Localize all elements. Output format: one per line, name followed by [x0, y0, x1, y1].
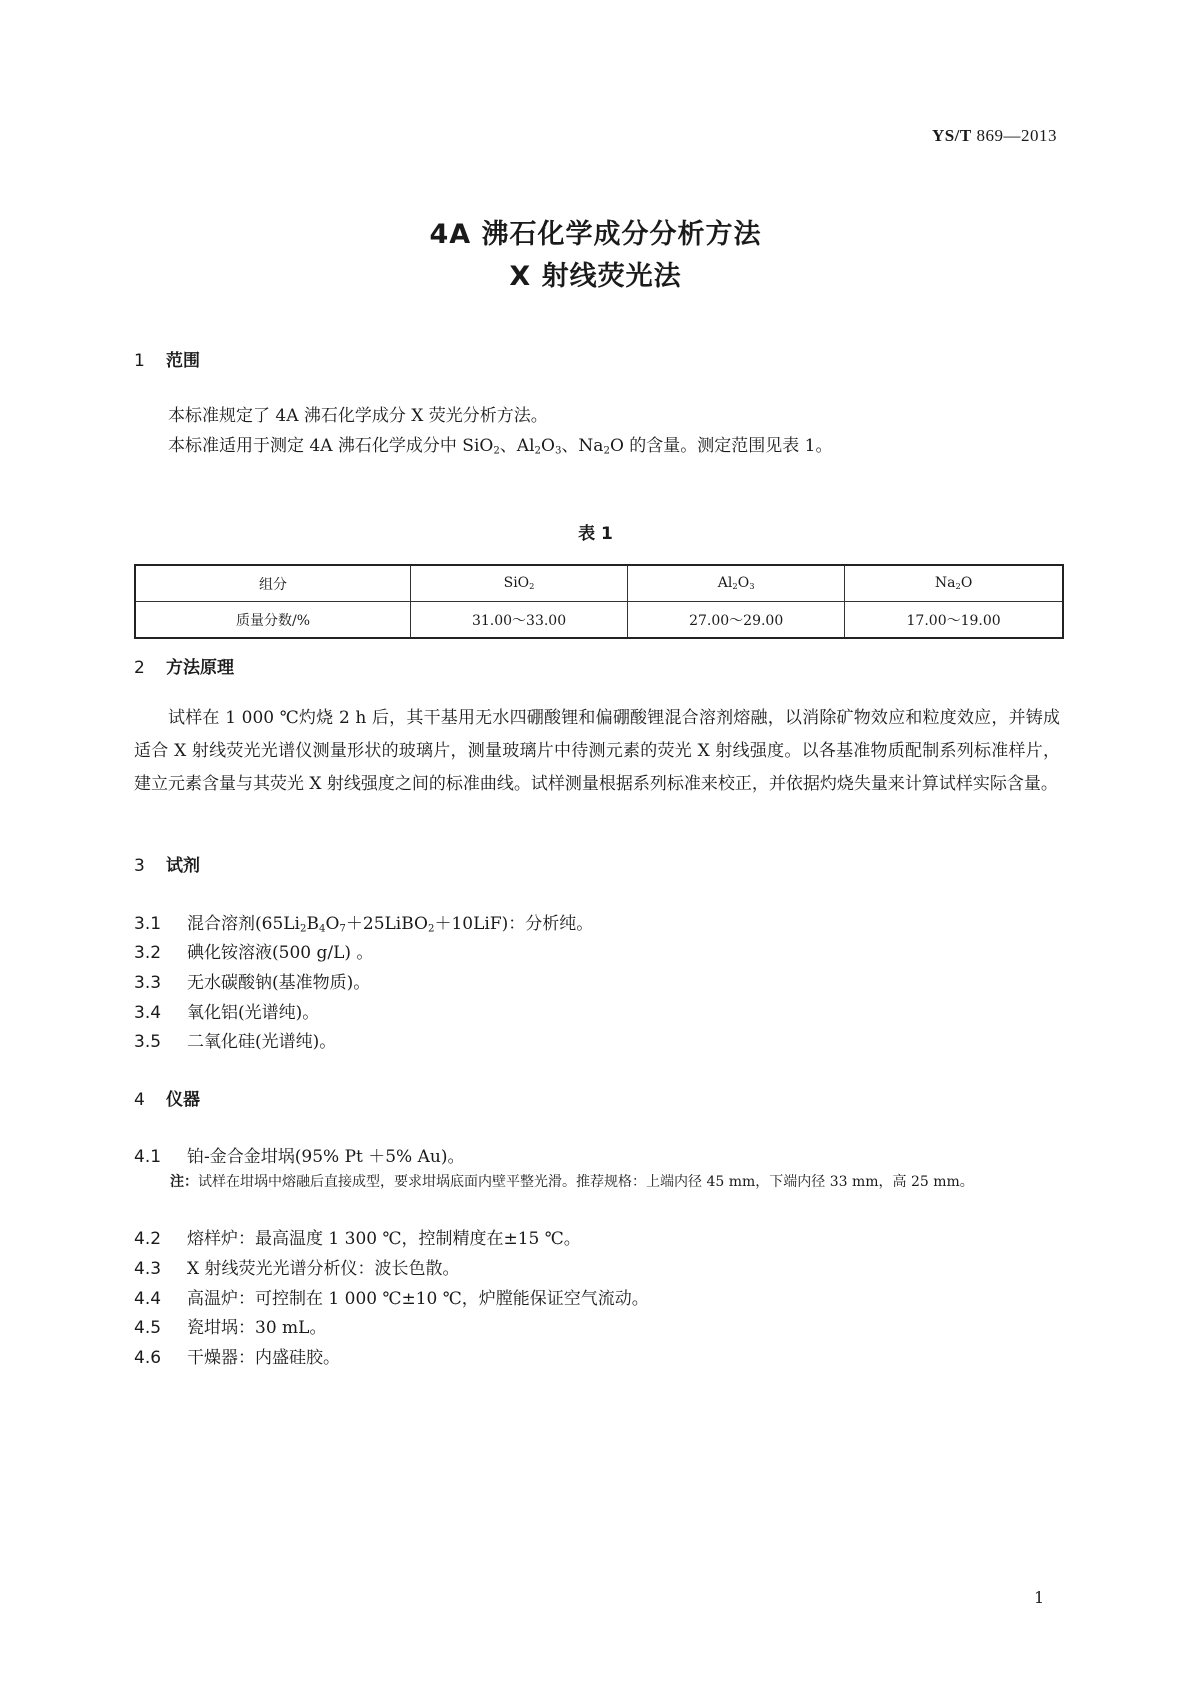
table-cell: 31.00～33.00	[411, 602, 628, 639]
list-item: 4.3 X 射线荧光光谱分析仪：波长色散。	[134, 1259, 460, 1279]
list-item: 3.2 碘化铵溶液(500 g/L) 。	[134, 943, 374, 963]
table-cell: $Al_2O_3$	[628, 565, 845, 602]
table-row	[135, 565, 1063, 602]
standard-prefix: YS/T	[931, 126, 972, 145]
page-number: 1	[1034, 1588, 1045, 1607]
table-cell: SiO$_2$	[411, 565, 628, 602]
table-caption: 表 1	[578, 524, 613, 544]
section-2-paragraph: 试样在 1 000 ℃灼烧 2 h 后，其干基用无水四硼酸锂和偏硼酸锂混合溶剂熔融，以消除矿物效应和粒度效应，并铸成适合 X 射线荧光光谱仪测量形状的玻璃片，测量玻璃片中待测元素的荧光 X 射线强度。以各基准物质配制系列标准样片，建立元素含量与其荧光 X 射线强度之间的标准曲线。试样测量根据系列标准来校正，并依据灼烧失量来计算试样实际含量。	[134, 708, 1060, 794]
list-item: 3.1 混合溶剂$(65Li_2B_4O_7+25LiBO_2+10LiF)$：分析纯。	[134, 914, 594, 935]
section-4-heading: 4 仪器	[134, 1090, 200, 1110]
table-cell: 17.00～19.00	[845, 602, 1063, 639]
standard-number: 869—2013	[976, 126, 1057, 145]
table-cell: 组分	[135, 565, 411, 602]
section-1-heading	[134, 346, 200, 371]
composition-table	[134, 564, 1064, 639]
list-item: 4.1 铂-金合金坩埚(95% Pt ＋5% Au)。	[134, 1147, 465, 1167]
section-title: 范围	[166, 351, 200, 371]
table-row	[135, 602, 1063, 639]
list-item: 4.2 熔样炉：最高温度 1 300 ℃，控制精度在±15 ℃。	[134, 1229, 581, 1249]
list-item: 4.4 高温炉：可控制在 1 000 ℃±10 ℃，炉膛能保证空气流动。	[134, 1289, 649, 1309]
list-item: 3.3 无水碳酸钠(基准物质)。	[134, 973, 371, 993]
list-item: 4.5 瓷坩埚：30 mL。	[134, 1318, 327, 1338]
table-cell: 质量分数/%	[135, 602, 411, 639]
title-line-1: 4A 沸石化学成分分析方法	[429, 219, 762, 250]
list-item: 3.5 二氧化硅(光谱纯)。	[134, 1032, 337, 1052]
section-2-heading: 2 方法原理	[134, 658, 234, 678]
table-cell: 27.00～29.00	[628, 602, 845, 639]
section-3-heading: 3 试剂	[134, 856, 200, 876]
section-1-paragraph-1: 本标准规定了 4A 沸石化学成分 X 荧光分析方法。	[168, 406, 548, 426]
note: 注：试样在坩埚中熔融后直接成型，要求坩埚底面内壁平整光滑。推荐规格：上端内径 45 mm，下端内径 33 mm，高 25 mm。	[170, 1174, 974, 1190]
list-item: 4.6 干燥器：内盛硅胶。	[134, 1348, 340, 1368]
table-cell: $Na_2O$	[845, 565, 1063, 602]
section-number: 1	[134, 351, 145, 371]
section-1-paragraph-2: 本标准适用于测定 4A 沸石化学成分中 SiO$_2$、$Al_2O_3$、$Na_2O$ 的含量。测定范围见表 1。	[168, 436, 833, 457]
title-line-2: X 射线荧光法	[509, 261, 682, 292]
standard-code	[932, 126, 1057, 146]
list-item: 3.4 氧化铝(光谱纯)。	[134, 1003, 320, 1023]
